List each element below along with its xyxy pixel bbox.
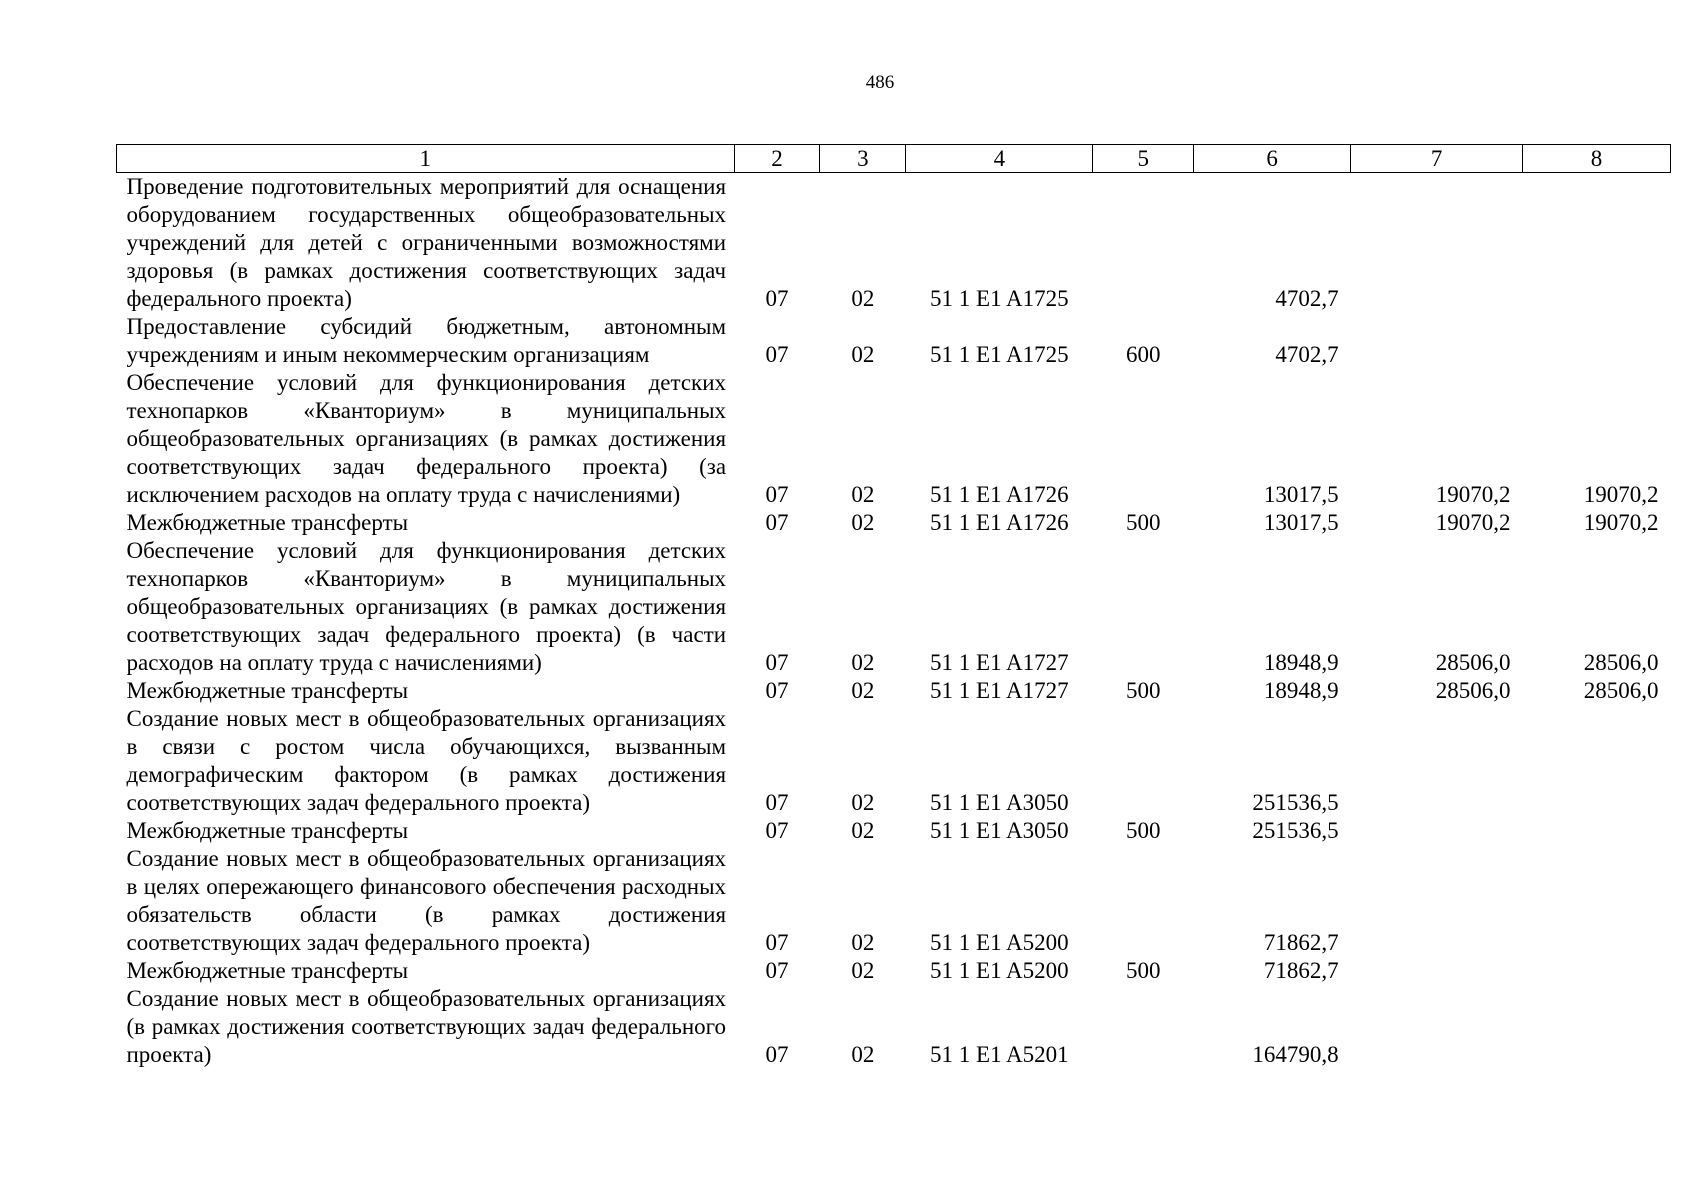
table-body	[117, 173, 1671, 1070]
expense-type-code: 500	[1126, 678, 1161, 703]
amount-col-8	[1523, 705, 1671, 817]
row-description: Проведение подготовительных мероприятий для оснащения оборудованием государственных общеобразовательных учреждений для детей с ограниченными возможностями здоровья (в рамках достижения соответствующих задач федерального проекта)	[126, 174, 727, 311]
subsection-code: 02	[851, 678, 875, 703]
table-row	[117, 509, 1671, 537]
expense-type-code	[1093, 705, 1194, 817]
amount-col-7	[1351, 705, 1523, 817]
column-header-1: 1	[117, 145, 735, 173]
target-article-code: 51 1 E1 A5201	[930, 1042, 1069, 1067]
target-article-code: 51 1 E1 A1726	[930, 510, 1069, 535]
expense-type-code	[1093, 369, 1194, 509]
section-code: 07	[765, 286, 789, 311]
amount-col-8	[1523, 817, 1671, 845]
row-description: Межбюджетные трансферты	[126, 818, 409, 843]
amount-col-8: 19070,2	[1583, 482, 1659, 507]
column-header-5: 5	[1093, 145, 1194, 173]
amount-col-7	[1351, 817, 1523, 845]
target-article-code: 51 1 E1 A1725	[930, 286, 1069, 311]
expense-type-code: 500	[1126, 818, 1161, 843]
section-code: 07	[765, 1042, 789, 1067]
expense-type-code: 500	[1126, 958, 1161, 983]
amount-col-6: 13017,5	[1263, 482, 1339, 507]
subsection-code: 02	[851, 790, 875, 815]
amount-col-6: 251536,5	[1252, 790, 1339, 815]
amount-col-7	[1351, 957, 1523, 985]
amount-col-6: 251536,5	[1252, 818, 1339, 843]
amount-col-8: 28506,0	[1583, 650, 1659, 675]
table-row	[117, 537, 1671, 677]
row-description: Обеспечение условий для функционирования детских технопарков «Кванториум» в муниципальных общеобразовательных организациях (в рамках достижения соответствующих задач федерального проекта) (за исключением расходов на оплату труда с начислениями)	[126, 370, 727, 507]
table-row	[117, 817, 1671, 845]
target-article-code: 51 1 E1 A5200	[930, 958, 1069, 983]
target-article-code: 51 1 E1 A1726	[930, 482, 1069, 507]
expense-type-code: 600	[1126, 342, 1161, 367]
amount-col-6: 71862,7	[1263, 930, 1339, 955]
amount-col-8	[1523, 845, 1671, 957]
section-code: 07	[765, 342, 789, 367]
amount-col-6: 4702,7	[1275, 286, 1339, 311]
amount-col-8	[1523, 173, 1671, 314]
subsection-code: 02	[851, 482, 875, 507]
table-row	[117, 369, 1671, 509]
amount-col-6: 13017,5	[1263, 510, 1339, 535]
expense-type-code	[1093, 985, 1194, 1069]
subsection-code: 02	[851, 818, 875, 843]
expense-type-code	[1093, 845, 1194, 957]
amount-col-7	[1351, 845, 1523, 957]
amount-col-7: 28506,0	[1435, 678, 1511, 703]
budget-table	[116, 144, 1671, 1069]
row-description: Создание новых мест в общеобразовательных организациях (в рамках достижения соответствующих задач федерального проекта)	[126, 986, 727, 1067]
column-header-8: 8	[1523, 145, 1671, 173]
section-code: 07	[765, 790, 789, 815]
subsection-code: 02	[851, 958, 875, 983]
amount-col-7: 28506,0	[1435, 650, 1511, 675]
column-header-2: 2	[734, 145, 820, 173]
amount-col-6: 18948,9	[1263, 650, 1339, 675]
row-description: Предоставление субсидий бюджетным, автономным учреждениям и иным некоммерческим организациям	[126, 314, 727, 367]
subsection-code: 02	[851, 510, 875, 535]
target-article-code: 51 1 E1 A1727	[930, 678, 1069, 703]
amount-col-7	[1351, 313, 1523, 369]
table-header-row	[117, 145, 1671, 173]
table-row	[117, 173, 1671, 314]
amount-col-8: 19070,2	[1583, 510, 1659, 535]
amount-col-8: 28506,0	[1583, 678, 1659, 703]
target-article-code: 51 1 E1 A3050	[930, 790, 1069, 815]
amount-col-6: 18948,9	[1263, 678, 1339, 703]
expense-type-code	[1093, 173, 1194, 314]
amount-col-6: 4702,7	[1275, 342, 1339, 367]
row-description: Создание новых мест в общеобразовательных организациях в целях опережающего финансового обеспечения расходных обязательств области (в рамках достижения соответствующих задач федерального проекта)	[126, 846, 727, 955]
amount-col-7: 19070,2	[1435, 510, 1511, 535]
amount-col-7	[1351, 173, 1523, 314]
section-code: 07	[765, 818, 789, 843]
table-row	[117, 957, 1671, 985]
column-header-7: 7	[1351, 145, 1523, 173]
subsection-code: 02	[851, 650, 875, 675]
subsection-code: 02	[851, 342, 875, 367]
page-number: 486	[865, 72, 895, 93]
row-description: Межбюджетные трансферты	[126, 958, 409, 983]
amount-col-8	[1523, 985, 1671, 1069]
subsection-code: 02	[851, 286, 875, 311]
column-header-4: 4	[906, 145, 1093, 173]
row-description: Создание новых мест в общеобразовательных организациях в связи с ростом числа обучающихся, вызванным демографическим фактором (в рамках достижения соответствующих задач федерального проекта)	[126, 706, 727, 815]
section-code: 07	[765, 510, 789, 535]
table-row	[117, 677, 1671, 705]
amount-col-6: 71862,7	[1263, 958, 1339, 983]
row-description: Обеспечение условий для функционирования детских технопарков «Кванториум» в муниципальных общеобразовательных организациях (в рамках достижения соответствующих задач федерального проекта) (в части расходов на оплату труда с начислениями)	[126, 538, 727, 675]
table-row	[117, 985, 1671, 1069]
row-description: Межбюджетные трансферты	[126, 510, 409, 535]
section-code: 07	[765, 678, 789, 703]
expense-type-code: 500	[1126, 510, 1161, 535]
amount-col-8	[1523, 313, 1671, 369]
amount-col-7	[1351, 985, 1523, 1069]
target-article-code: 51 1 E1 A1725	[930, 342, 1069, 367]
amount-col-7: 19070,2	[1435, 482, 1511, 507]
table-row	[117, 845, 1671, 957]
row-description: Межбюджетные трансферты	[126, 678, 409, 703]
section-code: 07	[765, 482, 789, 507]
target-article-code: 51 1 E1 A5200	[930, 930, 1069, 955]
section-code: 07	[765, 958, 789, 983]
table-row	[117, 705, 1671, 817]
target-article-code: 51 1 E1 A3050	[930, 818, 1069, 843]
target-article-code: 51 1 E1 A1727	[930, 650, 1069, 675]
amount-col-8	[1523, 957, 1671, 985]
table-row	[117, 313, 1671, 369]
column-header-6: 6	[1194, 145, 1351, 173]
amount-col-6: 164790,8	[1252, 1042, 1339, 1067]
section-code: 07	[765, 930, 789, 955]
section-code: 07	[765, 650, 789, 675]
subsection-code: 02	[851, 1042, 875, 1067]
expense-type-code	[1093, 537, 1194, 677]
column-header-3: 3	[820, 145, 906, 173]
subsection-code: 02	[851, 930, 875, 955]
